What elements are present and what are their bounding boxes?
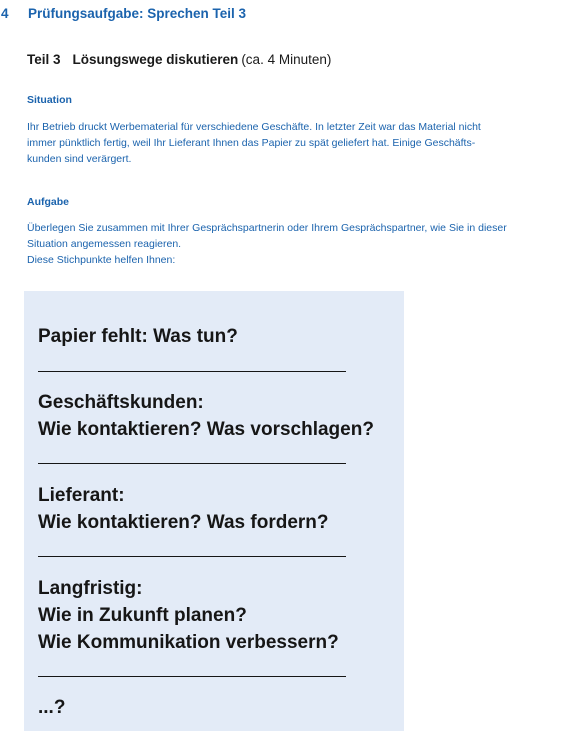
- keypoint-line: Lieferant:: [38, 485, 125, 506]
- aufgabe-text: [27, 220, 562, 268]
- part-title: Lösungswege diskutieren: [72, 52, 239, 67]
- task-heading: [0, 6, 246, 21]
- answer-line: [38, 371, 346, 372]
- situation-line: kunden sind verärgert.: [27, 153, 132, 165]
- keypoint-line: Wie kontaktieren? Was fordern?: [38, 512, 329, 533]
- keypoints-card: [24, 291, 404, 731]
- task-title: Prüfungsaufgabe: Sprechen Teil 3: [28, 6, 247, 21]
- situation-line: immer pünktlich fertig, weil Ihr Lieferant Ihnen das Papier zu spät geliefert hat. Einige Geschäfts-: [27, 137, 476, 149]
- aufgabe-label: Aufgabe: [27, 196, 69, 208]
- task-number: 4: [1, 6, 9, 21]
- keypoint-line: ...?: [38, 697, 66, 718]
- answer-line: [38, 676, 346, 677]
- answer-line: [38, 556, 346, 557]
- keypoint-line: Langfristig:: [38, 578, 143, 599]
- keypoint-item: [38, 575, 339, 656]
- keypoint-line: Geschäftskunden:: [38, 392, 204, 413]
- keypoint-item: [38, 694, 65, 721]
- keypoint-line: Wie kontaktieren? Was vorschlagen?: [38, 419, 374, 440]
- aufgabe-line: Situation angemessen reagieren.: [27, 238, 182, 250]
- situation-text: [27, 119, 562, 167]
- keypoint-line: Wie Kommunikation verbessern?: [38, 632, 339, 653]
- part-duration: (ca. 4 Minuten): [241, 52, 332, 67]
- keypoint-item: [38, 482, 329, 536]
- keypoint-item: [38, 323, 238, 350]
- answer-line: [38, 463, 346, 464]
- aufgabe-line: Diese Stichpunkte helfen Ihnen:: [27, 254, 176, 266]
- part-label: Teil 3: [27, 52, 61, 67]
- situation-label: Situation: [27, 94, 72, 106]
- keypoint-line: Papier fehlt: Was tun?: [38, 326, 238, 347]
- aufgabe-line: Überlegen Sie zusammen mit Ihrer Gesprächspartnerin oder Ihrem Gesprächspartner, wie Sie in dieser: [27, 222, 507, 234]
- situation-line: Ihr Betrieb druckt Werbematerial für verschiedene Geschäfte. In letzter Zeit war das Material nicht: [27, 121, 481, 133]
- keypoint-line: Wie in Zukunft planen?: [38, 605, 247, 626]
- keypoint-item: [38, 389, 374, 443]
- part-heading: [27, 52, 331, 67]
